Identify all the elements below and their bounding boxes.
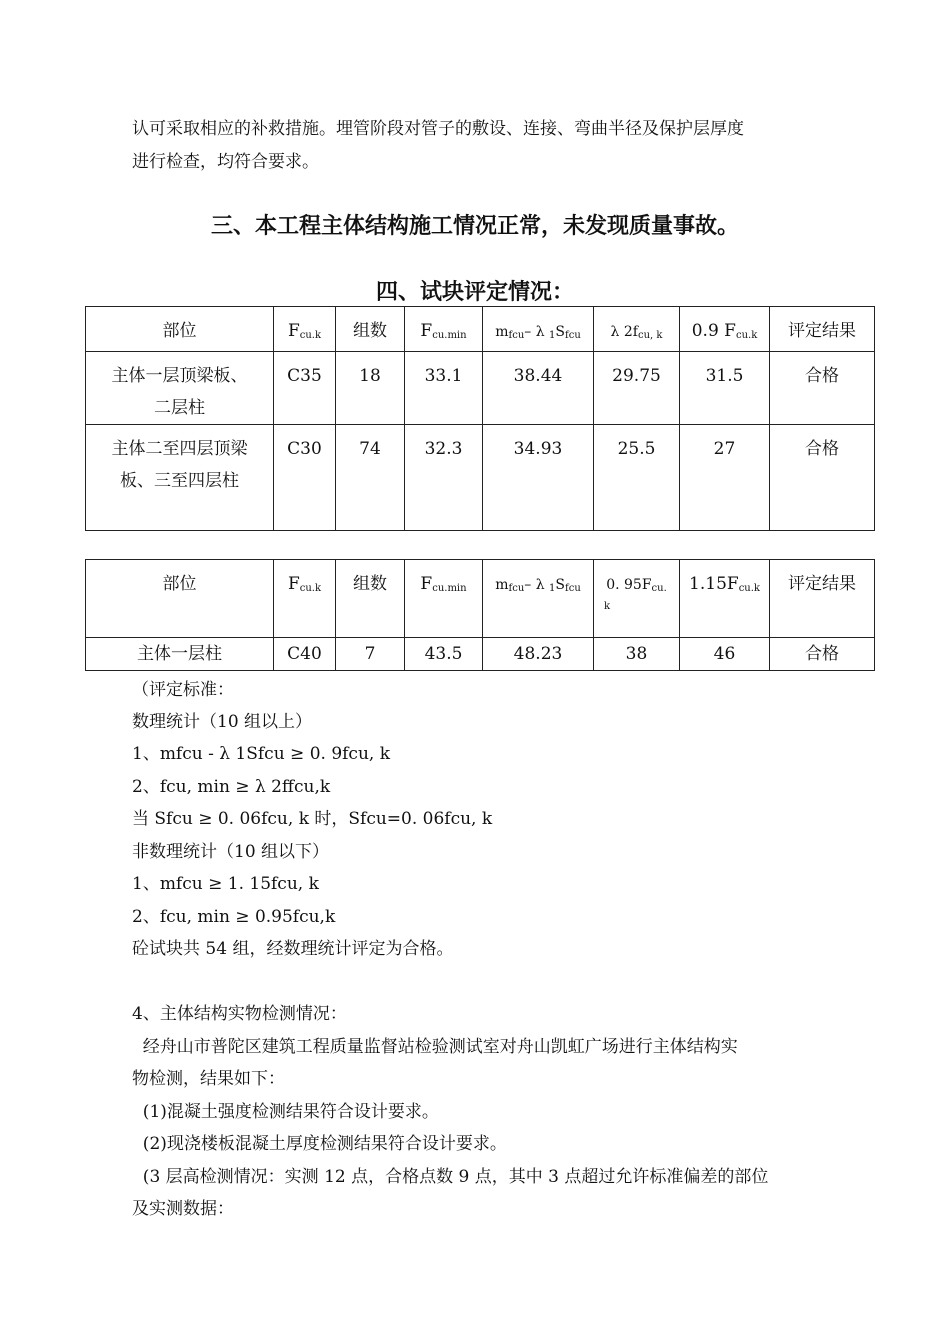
cell-f115: 46 (680, 638, 770, 671)
header-095fcuk: 0. $95F_{cu.}$ k (594, 560, 680, 638)
header-part: 部位 (86, 560, 274, 638)
section-4-title: 4、主体结构实物检测情况： (132, 1004, 347, 1024)
header-result: 评定结果 (770, 560, 875, 638)
section-4-line: (2)现浇楼板混凝土厚度检测结果符合设计要求。 (132, 1134, 507, 1154)
cell-part: 主体一层柱 (86, 638, 274, 671)
header-fcuk: $F_{cu.k}$ (274, 560, 336, 638)
table-header-row (86, 560, 875, 638)
cell-grade: C30 (274, 425, 336, 531)
test-block-table-1 (85, 306, 875, 531)
cell-groups: 74 (336, 425, 405, 531)
cell-result: 合格 (770, 425, 875, 531)
header-09fcuk: 0.9 $F_{cu.k}$ (680, 307, 770, 352)
header-lambda2: λ $2f_{cu, k}$ (594, 307, 680, 352)
cell-f095: 38 (594, 638, 680, 671)
header-result: 评定结果 (770, 307, 875, 352)
header-115fcuk: $1.15F_{cu.k}$ (680, 560, 770, 638)
section-4-line: (1)混凝土强度检测结果符合设计要求。 (132, 1102, 439, 1122)
header-fcumin: $F_{cu.min}$ (405, 307, 483, 352)
cell-groups: 18 (336, 352, 405, 425)
cell-fmin: 43.5 (405, 638, 483, 671)
header-part: 部位 (86, 307, 274, 352)
section-3-heading: 三、本工程主体结构施工情况正常，未发现质量事故。 (210, 214, 739, 239)
table-row (86, 352, 875, 425)
criteria-line: 数理统计（10 组以上） (132, 712, 313, 732)
criteria-line: 1、mfcu ≥ 1. 15fcu, k (132, 874, 319, 894)
table-row (86, 638, 875, 671)
header-groups: 组数 (336, 307, 405, 352)
criteria-line: （评定标准： (132, 680, 234, 700)
cell-mfcu: 34.93 (483, 425, 594, 531)
cell-mfcu: 38.44 (483, 352, 594, 425)
cell-grade: C35 (274, 352, 336, 425)
cell-part: 主体二至四层顶梁 板、三至四层柱 (86, 425, 274, 531)
criteria-line: 2、fcu, min ≥ 0.95fcu,k (132, 907, 336, 927)
header-fcumin: $F_{cu.min}$ (405, 560, 483, 638)
cell-fmin: 32.3 (405, 425, 483, 531)
header-mfcu: $m_{fcu}-$ λ $_1S_{fcu}$ (483, 560, 594, 638)
cell-f09: 27 (680, 425, 770, 531)
criteria-line: 1、mfcu - λ 1Sfcu ≥ 0. 9fcu, k (132, 744, 391, 764)
cell-grade: C40 (274, 638, 336, 671)
section-4-line: (3 层高检测情况：实测 12 点，合格点数 9 点，其中 3 点超过允许标准偏差的部位 (132, 1167, 769, 1187)
cell-lambda2: 25.5 (594, 425, 680, 531)
section-4-line: 物检测，结果如下： (132, 1069, 285, 1089)
cell-groups: 7 (336, 638, 405, 671)
section-4-line: 经舟山市普陀区建筑工程质量监督站检验测试室对舟山凯虹广场进行主体结构实 (132, 1037, 738, 1057)
cell-result: 合格 (770, 638, 875, 671)
table-header-row (86, 307, 875, 352)
cell-lambda2: 29.75 (594, 352, 680, 425)
intro-line-2: 进行检查，均符合要求。 (132, 152, 319, 172)
section-4-line: 及实测数据： (132, 1199, 234, 1219)
cell-f09: 31.5 (680, 352, 770, 425)
header-mfcu: $m_{fcu}-$ λ $_1S_{fcu}$ (483, 307, 594, 352)
header-groups: 组数 (336, 560, 405, 638)
cell-result: 合格 (770, 352, 875, 425)
criteria-line: 砼试块共 54 组，经数理统计评定为合格。 (132, 939, 454, 959)
table-row (86, 425, 875, 531)
cell-mfcu: 48.23 (483, 638, 594, 671)
criteria-line: 当 Sfcu ≥ 0. 06fcu, k 时，Sfcu=0. 06fcu, k (132, 809, 493, 829)
test-block-table-2 (85, 559, 875, 671)
criteria-line: 2、fcu, min ≥ λ 2ffcu,k (132, 777, 331, 797)
cell-part: 主体一层顶梁板、 二层柱 (86, 352, 274, 425)
header-fcuk: $F_{cu.k}$ (274, 307, 336, 352)
section-4-heading: 四、试块评定情况： (375, 280, 574, 305)
cell-fmin: 33.1 (405, 352, 483, 425)
criteria-line: 非数理统计（10 组以下） (132, 842, 330, 862)
intro-line-1: 认可采取相应的补救措施。埋管阶段对管子的敷设、连接、弯曲半径及保护层厚度 (132, 119, 744, 139)
